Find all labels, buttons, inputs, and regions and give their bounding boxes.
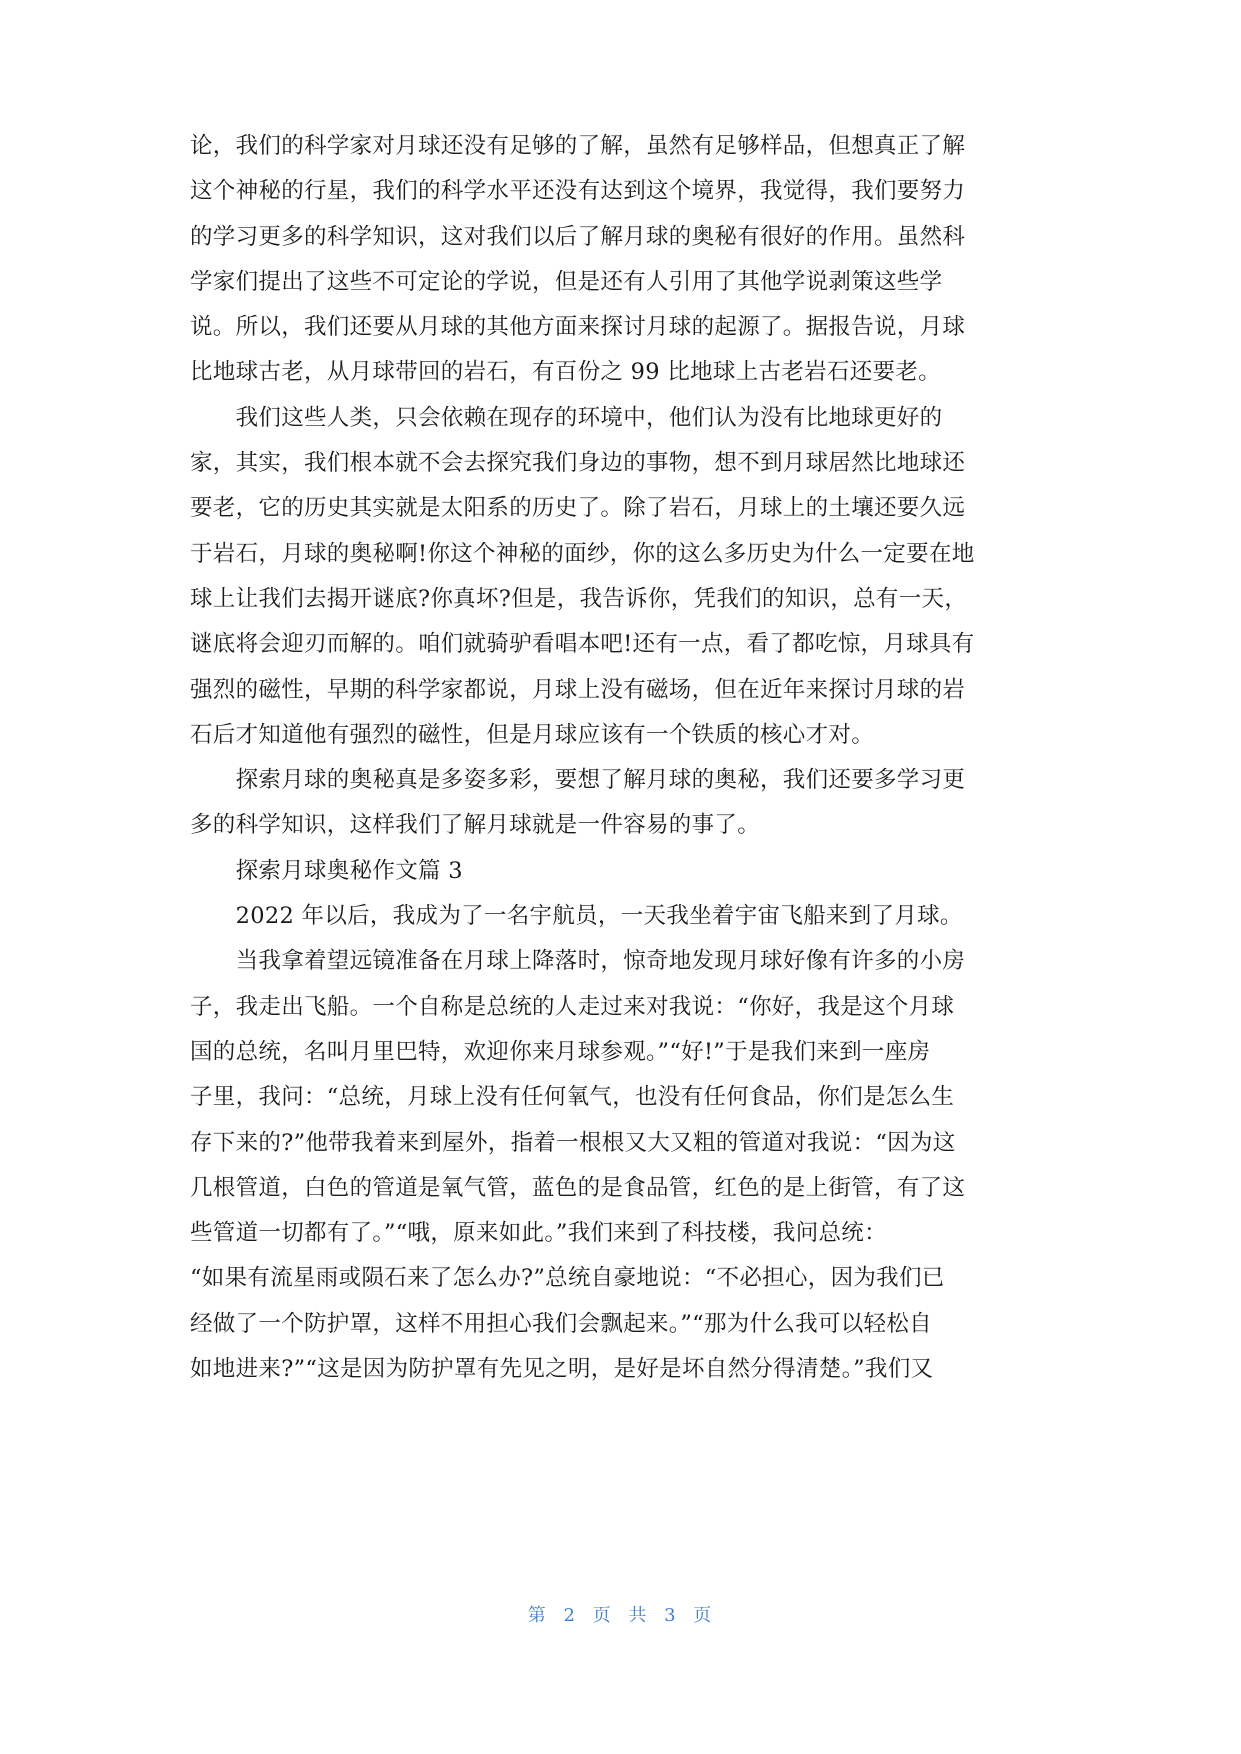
- text-line: 谜底将会迎刃而解的。咱们就骑驴看唱本吧!还有一点，看了都吃惊，月球具有: [190, 631, 975, 658]
- text-line: 如地进来?”“这是因为防护罩有先见之明，是好是坏自然分得清楚。”我们又: [190, 1356, 934, 1383]
- text-line: 于岩石，月球的奥秘啊!你这个神秘的面纱，你的这么多历史为什么一定要在地: [190, 540, 975, 567]
- text-line: 多的科学知识，这样我们了解月球就是一件容易的事了。: [190, 812, 761, 839]
- section-heading: 探索月球奥秘作文篇 3: [190, 857, 463, 884]
- text-line: 要老，它的历史其实就是太阳系的历史了。除了岩石，月球上的土壤还要久远: [190, 495, 966, 522]
- text-line: 探索月球的奥秘真是多姿多彩，要想了解月球的奥秘，我们还要多学习更: [190, 767, 966, 794]
- page-number-footer: 第 2 页 共 3 页: [527, 1605, 714, 1626]
- text-line: 国的总统，名叫月里巴特，欢迎你来月球参观。”“好!”于是我们来到一座房: [190, 1038, 931, 1065]
- text-line: 强烈的磁性，早期的科学家都说，月球上没有磁场，但在近年来探讨月球的岩: [190, 676, 966, 703]
- text-line: 比地球古老，从月球带回的岩石，有百份之 99 比地球上古老岩石还要老。: [190, 359, 941, 386]
- text-line: 子，我走出飞船。一个自称是总统的人走过来对我说：“你好，我是这个月球: [190, 993, 955, 1020]
- text-line: 球上让我们去揭开谜底?你真坏?但是，我告诉你，凭我们的知识，总有一天，: [190, 585, 968, 612]
- text-line: 家，其实，我们根本就不会去探究我们身边的事物，想不到月球居然比地球还: [190, 450, 966, 477]
- text-line: 存下来的?”他带我着来到屋外，指着一根根又大又粗的管道对我说：“因为这: [190, 1129, 956, 1156]
- text-line: “如果有流星雨或陨石来了怎么办?”总统自豪地说：“不必担心，因为我们已: [190, 1265, 945, 1292]
- document-body: [190, 124, 1050, 1392]
- text-line: 的学习更多的科学知识，这对我们以后了解月球的奥秘有很好的作用。虽然科: [190, 223, 966, 250]
- text-line: 几根管道，白色的管道是氧气管，蓝色的是食品管，红色的是上街管，有了这: [190, 1174, 966, 1201]
- text-line: 当我拿着望远镜准备在月球上降落时，惊奇地发现月球好像有许多的小房: [190, 948, 966, 975]
- text-line: 说。所以，我们还要从月球的其他方面来探讨月球的起源了。据报告说，月球: [190, 314, 966, 341]
- text-line: 2022 年以后，我成为了一名宇航员，一天我坐着宇宙飞船来到了月球。: [190, 903, 963, 930]
- text-line: 我们这些人类，只会依赖在现存的环境中，他们认为没有比地球更好的: [190, 404, 943, 431]
- text-line: 石后才知道他有强烈的磁性，但是月球应该有一个铁质的核心才对。: [190, 721, 875, 748]
- text-line: 这个神秘的行星，我们的科学水平还没有达到这个境界，我觉得，我们要努力: [190, 178, 966, 205]
- text-line: 学家们提出了这些不可定论的学说，但是还有人引用了其他学说剥策这些学: [190, 268, 943, 295]
- text-line: 子里，我问：“总统，月球上没有任何氧气，也没有任何食品，你们是怎么生: [190, 1084, 955, 1111]
- text-line: 经做了一个防护罩，这样不用担心我们会飘起来。”“那为什么我可以轻松自: [190, 1310, 932, 1337]
- text-line: 些管道一切都有了。”“哦，原来如此。”我们来到了科技楼，我问总统：: [190, 1220, 887, 1247]
- text-line: 论，我们的科学家对月球还没有足够的了解，虽然有足够样品，但想真正了解: [190, 133, 966, 159]
